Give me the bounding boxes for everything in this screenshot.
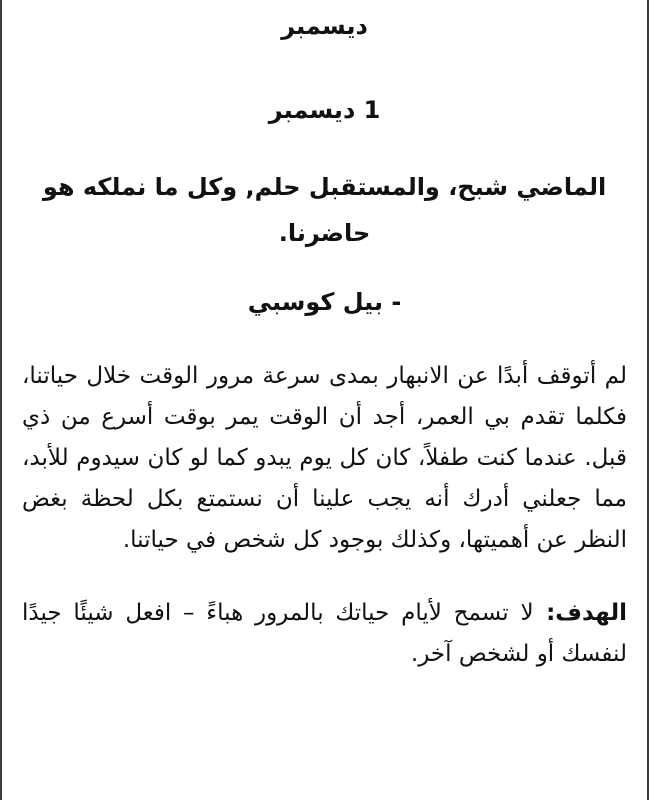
quote-text: الماضي شبح، والمستقبل حلم, وكل ما نملكه هو حاضرنا. bbox=[42, 173, 607, 247]
date-title: 1 ديسمبر bbox=[268, 96, 381, 124]
calendar-page bbox=[18, 0, 631, 675]
month-title: ديسمبر bbox=[281, 12, 368, 40]
quote-author: - بيل كوسبي bbox=[247, 288, 402, 316]
reflection-paragraph: لم أتوقف أبدًا عن الانبهار بمدى سرعة مرور الوقت خلال حياتنا، فكلما تقدم بي العمر، أجد أن الوقت يمر بوقت أسرع من ذي قبل. عندما كنت طفلاً، كان كل يوم يبدو كما لو كان سيدوم للأبد، مما جعلني أدرك أنه يجب علينا أن نستمتع بكل لحظة بغض النظر عن أهميتها، وكذلك بوجود كل شخص في حياتنا. bbox=[22, 363, 627, 553]
goal-text: لا تسمح لأيام حياتك بالمرور هباءً – افعل شيئًا جيدًا لنفسك أو لشخص آخر. bbox=[22, 600, 627, 667]
goal-section bbox=[18, 593, 631, 675]
goal-label: الهدف: bbox=[533, 600, 627, 626]
page-border-left bbox=[0, 0, 2, 800]
